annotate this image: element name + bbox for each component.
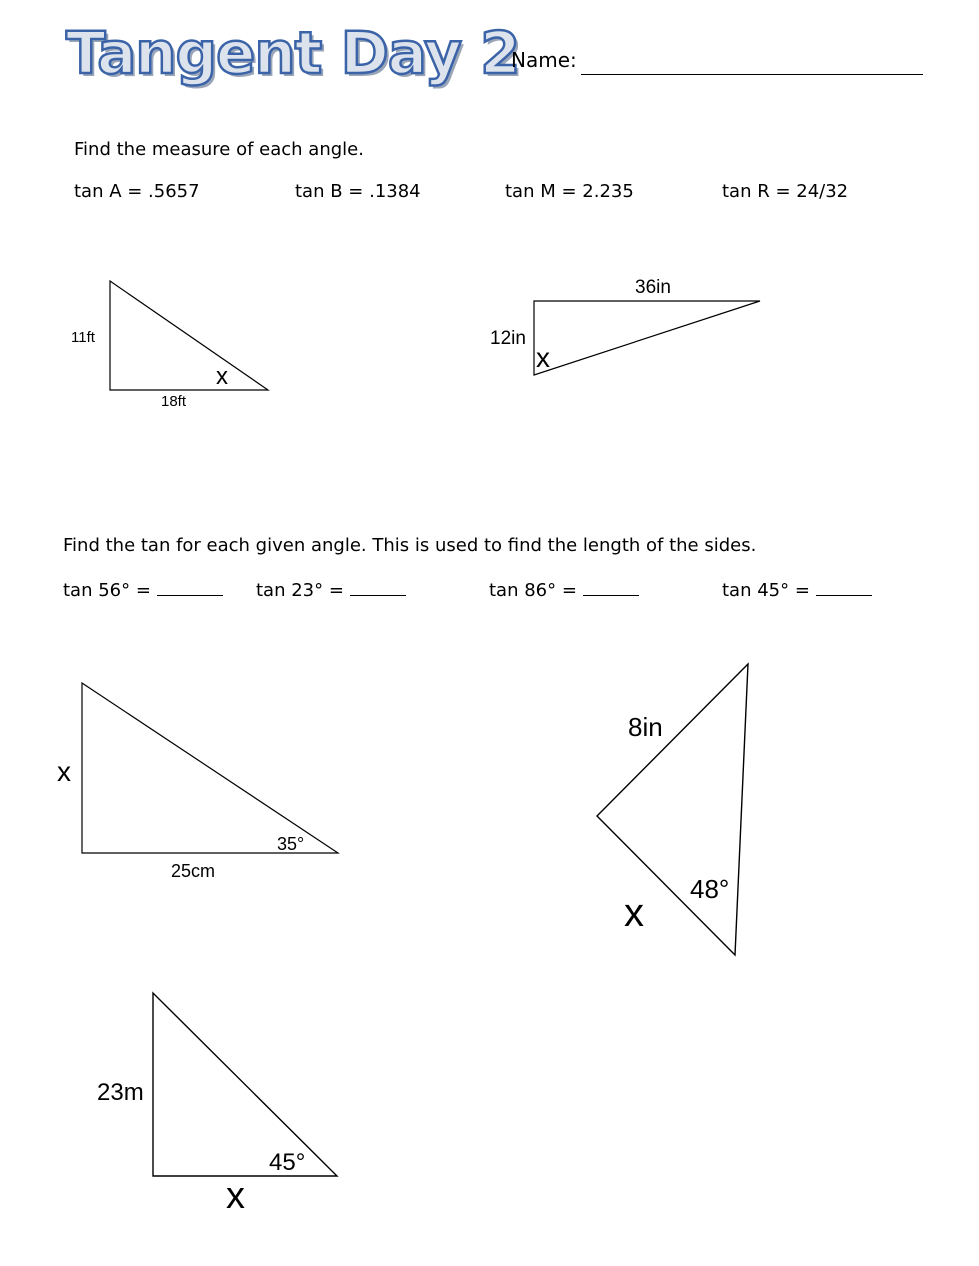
- worksheet-title: Tangent Day 2: [66, 19, 520, 87]
- equation-tan-23-label: tan 23° =: [256, 580, 350, 601]
- triangle-4-side-upper: 8in: [628, 712, 663, 742]
- triangle-5-angle-label: 45°: [269, 1149, 306, 1176]
- triangle-2: [490, 277, 760, 375]
- triangle-2-side-vertical: 12in: [490, 328, 526, 349]
- triangle-3-side-base: 25cm: [171, 861, 216, 881]
- triangle-4: [597, 664, 748, 955]
- triangle-3-angle-label: 35°: [277, 834, 305, 854]
- equation-tan-m: tan M = 2.235: [505, 181, 634, 202]
- equation-tan-56-label: tan 56° =: [63, 580, 157, 601]
- triangle-5-shape: [153, 993, 337, 1176]
- triangle-3: [57, 683, 338, 881]
- section1-instruction: Find the measure of each angle.: [74, 139, 364, 160]
- triangle-4-shape: [597, 664, 748, 955]
- name-label: Name:: [511, 48, 577, 72]
- triangle-2-angle-label: x: [536, 342, 550, 373]
- equation-tan-r: tan R = 24/32: [722, 181, 849, 202]
- triangle-4-angle-label: 48°: [690, 874, 730, 904]
- triangle-5: [97, 993, 337, 1217]
- equation-tan-45-label: tan 45° =: [722, 580, 816, 601]
- triangle-2-side-top: 36in: [635, 277, 671, 298]
- triangle-4-side-lower: x: [624, 891, 644, 935]
- section2-instruction: Find the tan for each given angle. This is used to find the length of the sides.: [63, 535, 757, 556]
- triangle-1-shape: [110, 281, 268, 390]
- triangle-3-shape: [82, 683, 338, 853]
- triangle-5-side-vertical: 23m: [97, 1079, 144, 1106]
- equation-tan-b: tan B = .1384: [295, 181, 421, 202]
- triangle-5-side-base: x: [226, 1175, 245, 1217]
- equation-tan-86-label: tan 86° =: [489, 580, 583, 601]
- equation-tan-a: tan A = .5657: [74, 181, 200, 202]
- triangle-1: [71, 281, 268, 410]
- triangle-3-side-vertical: x: [57, 756, 71, 787]
- triangle-1-side-base: 18ft: [161, 393, 187, 410]
- triangle-1-angle-label: x: [216, 363, 228, 390]
- triangle-1-side-vertical: 11ft: [71, 329, 95, 346]
- triangle-2-shape: [534, 301, 760, 375]
